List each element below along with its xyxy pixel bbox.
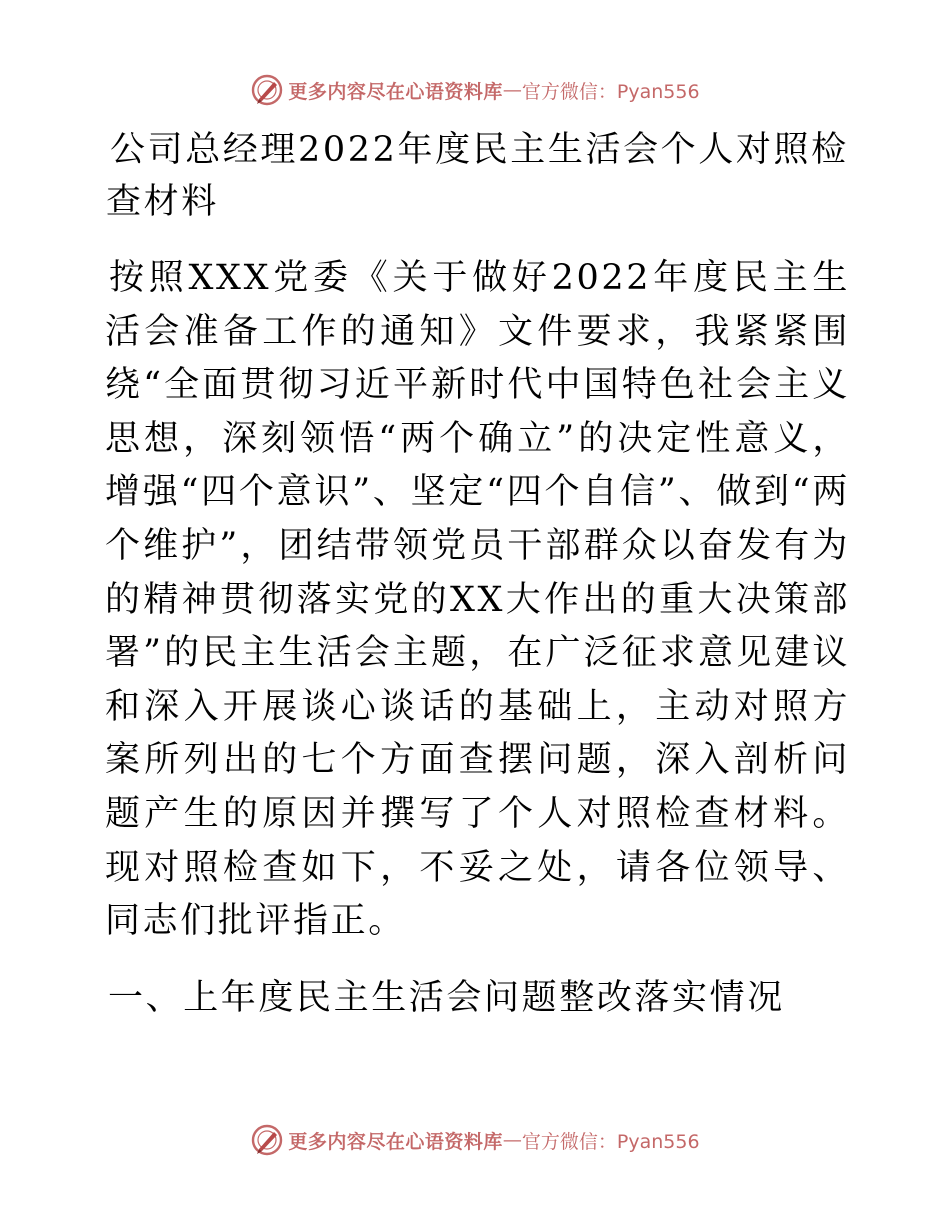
- watermark-dash: —: [502, 79, 522, 101]
- watermark-dash: —: [502, 1129, 522, 1151]
- watermark-contact-text: 官方微信：Pyan556: [521, 1130, 700, 1153]
- watermark-brand-text: 更多内容尽在心语资料库: [288, 80, 503, 103]
- pen-nib-circle-icon: [250, 1123, 284, 1157]
- section-heading: 一、上年度民主生活会问题整改落实情况: [108, 978, 785, 1018]
- header-watermark: [0, 70, 950, 110]
- document-title: 公司总经理2022年度民主生活会个人对照检查材料: [106, 130, 849, 222]
- watermark-brand-text: 更多内容尽在心语资料库: [288, 1130, 503, 1153]
- body-paragraph: 按照XXX党委《关于做好2022年度民主生活会准备工作的通知》文件要求，我紧紧围绕“全面贯彻习近平新时代中国特色社会主义思想，深刻领悟“两个确立”的决定性意义，增强“四个意识”、坚定“四个自信”、做到“两个维护”，团结带领党员干部群众以奋发有为的精神贯彻落实党的XX大作出的重大决策部署”的民主生活会主题，在广泛征求意见建议和深入开展谈心谈话的基础上，主动对照方案所列出的七个方面查摆问题，深入剖析问题产生的原因并撰写了个人对照检查材料。现对照检查如下，不妥之处，请各位领导、同志们批评指正。: [105, 258, 850, 942]
- footer-watermark: [0, 1120, 950, 1160]
- watermark-contact-text: 官方微信：Pyan556: [521, 80, 700, 103]
- pen-nib-circle-icon: [250, 73, 284, 107]
